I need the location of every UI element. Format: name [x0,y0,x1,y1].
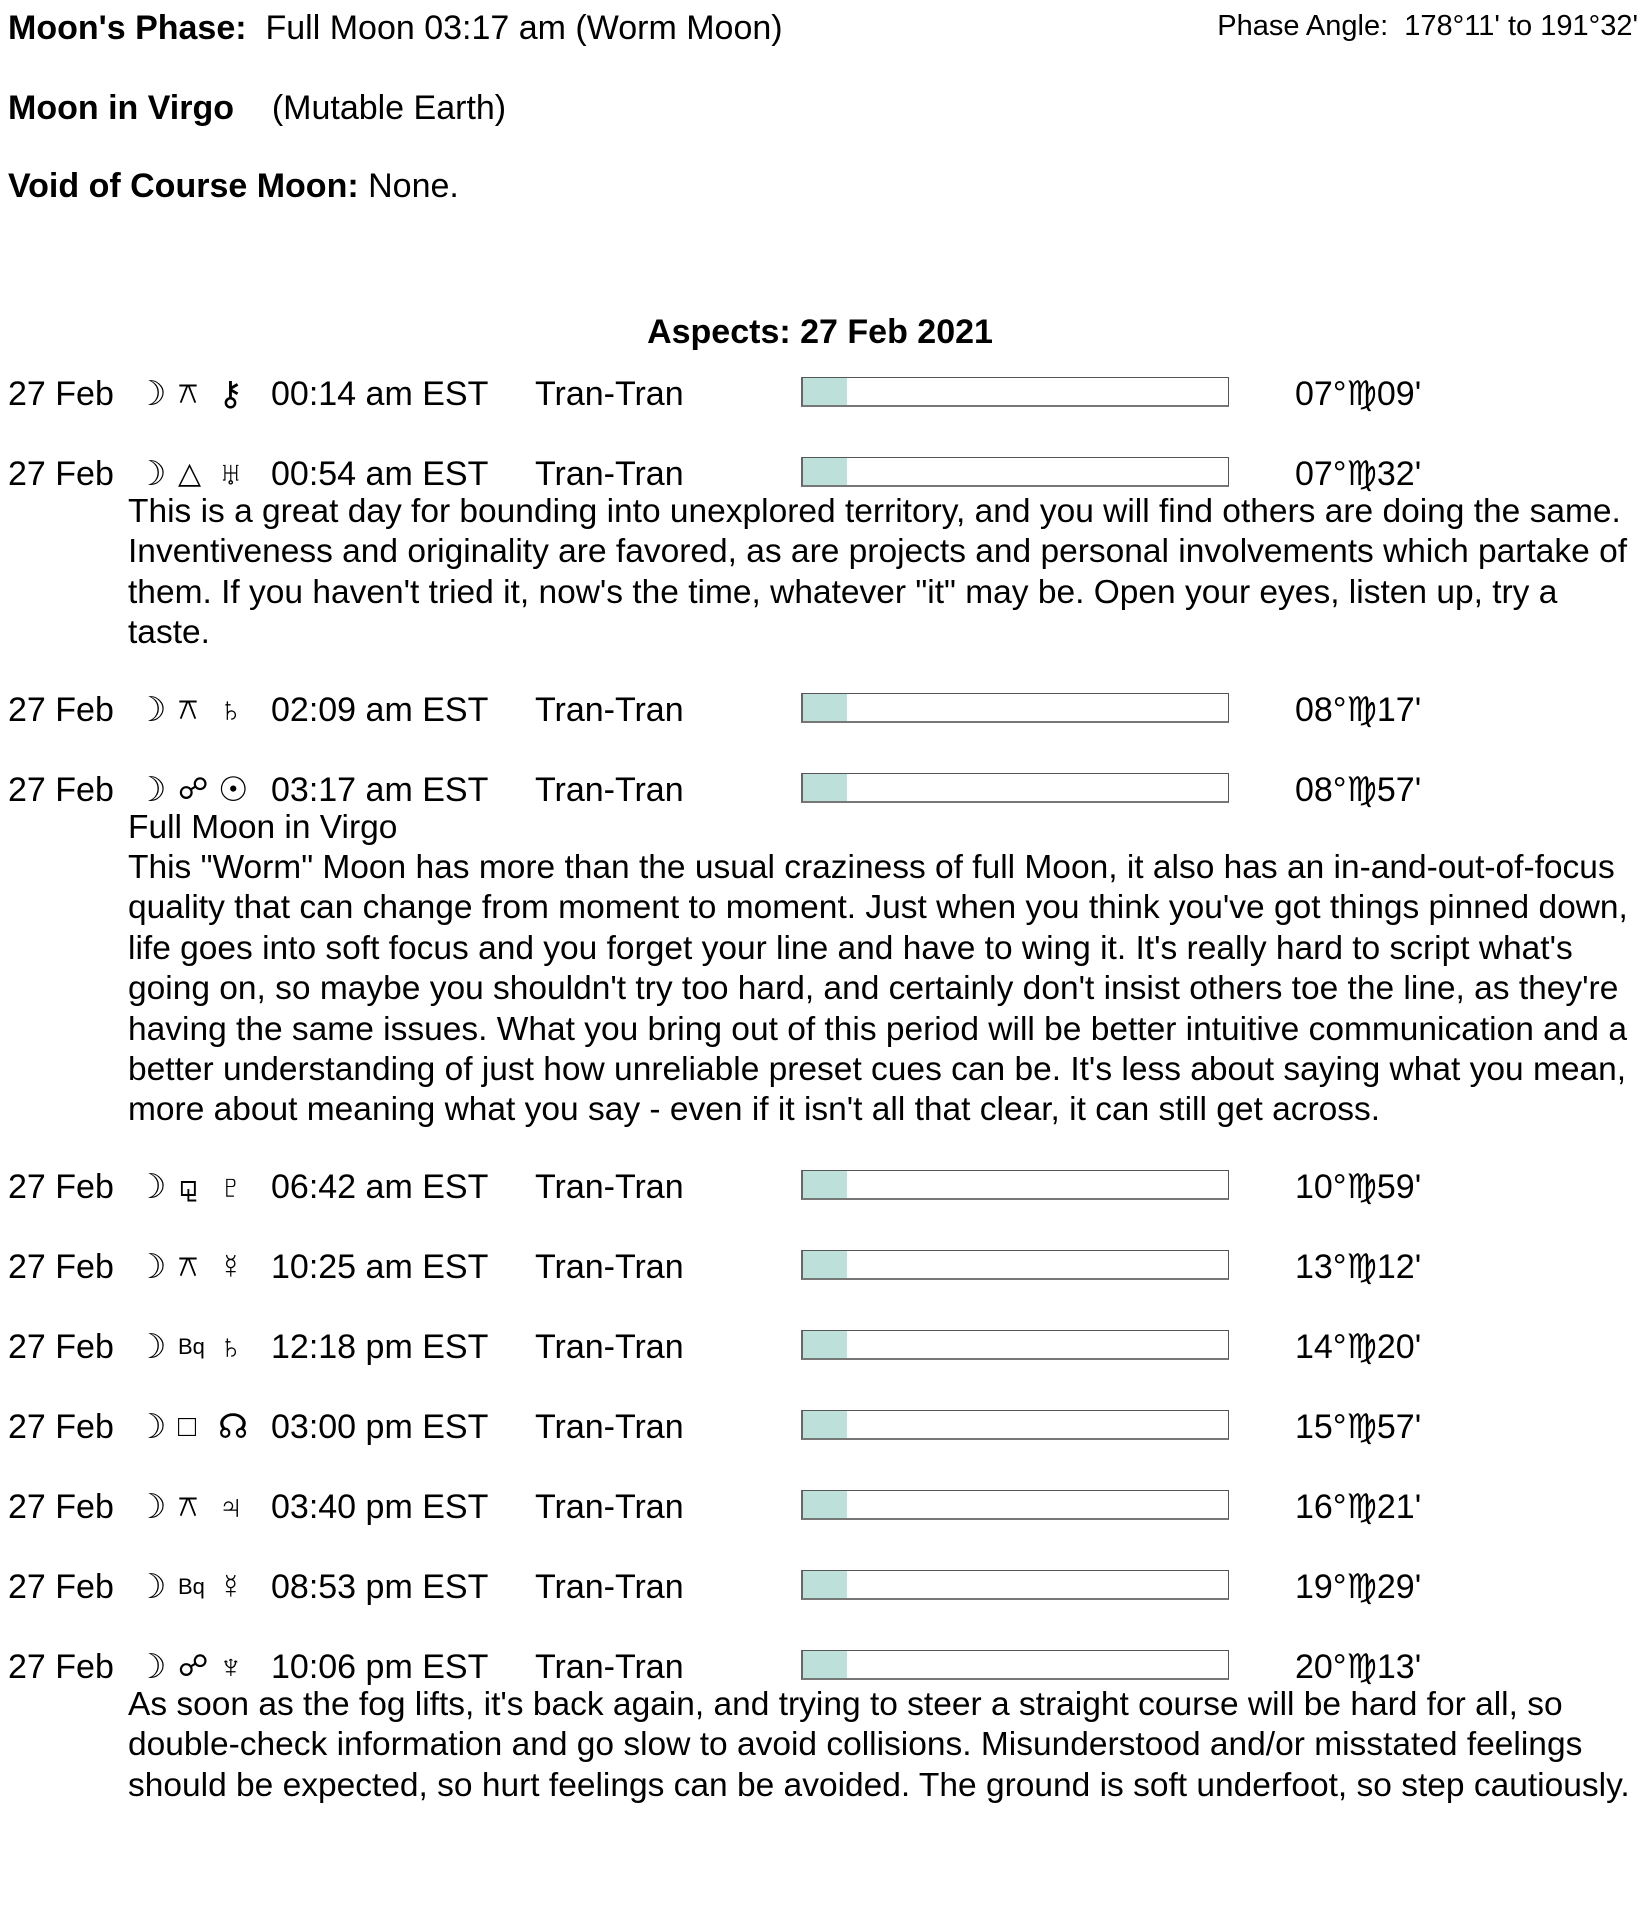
aspect-entry [0,1483,1646,1563]
aspect-glyph-icon: ⚻ [178,1249,198,1283]
aspect-type: Tran-Tran [535,455,684,493]
row-spacer [0,418,1646,450]
aspect-strength-bar [801,1250,1229,1280]
aspect-type: Tran-Tran [535,375,684,413]
aspect-time: 03:40 pm EST [271,1487,489,1526]
aspect-strength-bar [801,377,1229,407]
moon-glyph-icon: ☽ [136,455,167,493]
aspect-glyph-icon: Bq [178,1333,205,1359]
moon-glyph-icon: ☽ [136,1647,167,1686]
aspect-row [0,1163,1646,1211]
aspect-strength-fill [803,458,847,485]
aspect-row [0,450,1646,498]
moon-sign-element: (Mutable Earth) [271,89,507,127]
row-spacer [0,734,1646,766]
aspect-type: Tran-Tran [535,770,684,809]
aspect-date: 27 Feb [8,770,114,809]
aspect-entry [0,1323,1646,1403]
aspect-position: 10°♍59' [1295,1167,1422,1206]
moon-phase-value: Full Moon 03:17 am (Worm Moon) [265,9,783,47]
aspect-time: 00:54 am EST [271,455,489,493]
aspect-glyph-icon: ⚻ [178,692,198,726]
aspect-position: 16°♍21' [1295,1487,1422,1526]
moon-sign-line [8,88,506,128]
aspect-entry [0,1643,1646,1838]
aspect-date: 27 Feb [8,1487,114,1526]
aspect-time: 03:00 pm EST [271,1407,489,1446]
aspect-strength-bar [801,1170,1229,1200]
aspect-row [0,1563,1646,1611]
row-spacer [0,654,1646,686]
planet-glyph-icon: ☊ [218,1407,249,1446]
aspect-time: 10:25 am EST [271,1247,489,1286]
planet-glyph-icon: ♃ [218,1487,244,1526]
moon-glyph-icon: ☽ [136,1567,167,1606]
moon-glyph-icon: ☽ [136,1487,167,1526]
aspect-position: 13°♍12' [1295,1247,1422,1286]
aspect-entry [0,766,1646,1163]
aspect-strength-fill [803,1411,847,1438]
aspect-strength-fill [803,1251,847,1278]
aspect-time: 00:14 am EST [271,375,489,413]
phase-angle-value: 178°11' to 191°32' [1404,10,1638,42]
aspect-strength-bar [801,1650,1229,1680]
aspect-type: Tran-Tran [535,1487,684,1526]
description-paragraph: This is a great day for bounding into unexplored territory, and you will find others are doing the same. Inventiveness and originality are favored, as are projects and personal involvements which partake of them. If you haven't tried it, now's the time, whatever "it" may be. Open your eyes, listen up, try a taste. [128,493,1628,652]
aspect-type: Tran-Tran [535,1647,684,1686]
aspect-strength-bar [801,457,1229,487]
aspect-strength-bar [801,1570,1229,1600]
aspect-entry [0,1563,1646,1643]
moon-glyph-icon: ☽ [136,1327,167,1366]
row-spacer [0,1806,1646,1838]
moon-phase-label: Moon's Phase: [8,9,247,47]
description-paragraph: This "Worm" Moon has more than the usual craziness of full Moon, it also has an in-and-out-of-focus quality that can change from moment to moment. Just when you think you've got things pinned down, life goes into soft focus and you forget your line and have to wing it. It's really hard to script what's going on, so maybe you shouldn't try too hard, and certainly don't insist others toe the line, as they're having the same issues. What you bring out of this period will be better intuitive communication and a better understanding of just how unreliable preset cues can be. It's less about saying what you mean, more about meaning what you say - even if it isn't all that clear, it can still get across. [128,849,1628,1129]
moon-glyph-icon: ☽ [136,1247,167,1286]
moon-glyph-icon: ☽ [136,690,167,729]
aspect-time: 02:09 am EST [271,690,489,729]
moon-sign-label: Moon in Virgo [8,89,235,127]
aspect-strength-bar [801,1330,1229,1360]
aspect-glyph-icon: △ [178,457,202,490]
aspect-strength-bar [801,773,1229,803]
aspect-entry [0,686,1646,766]
aspect-position: 14°♍20' [1295,1327,1422,1366]
aspect-entry [0,450,1646,686]
row-spacer [0,1291,1646,1323]
aspect-date: 27 Feb [8,1567,114,1606]
aspect-glyph-icon: ☍ [178,1649,209,1683]
aspect-row [0,766,1646,814]
planet-glyph-icon: ♄ [218,690,244,729]
void-of-course-value: None. [368,167,459,205]
aspect-date: 27 Feb [8,1327,114,1366]
aspect-type: Tran-Tran [535,1407,684,1446]
void-of-course-label: Void of Course Moon: [8,167,359,205]
aspect-date: 27 Feb [8,690,114,729]
aspect-row [0,1483,1646,1531]
aspect-strength-fill [803,1331,847,1358]
aspect-list [0,370,1646,1838]
aspect-row [0,370,1646,418]
aspect-strength-fill [803,378,847,405]
aspect-strength-fill [803,1491,847,1518]
aspect-strength-bar [801,693,1229,723]
aspect-time: 03:17 am EST [271,770,489,809]
row-spacer [0,1371,1646,1403]
aspect-time: 06:42 am EST [271,1167,489,1206]
aspect-type: Tran-Tran [535,690,684,729]
aspect-position: 07°♍32' [1295,455,1422,493]
aspect-row [0,1243,1646,1291]
planet-glyph-icon: ☉ [218,770,249,809]
aspect-glyph-icon: □ [178,1409,197,1443]
aspect-glyph-icon: ⚻ [178,1489,198,1523]
row-spacer [0,1211,1646,1243]
aspect-row [0,1403,1646,1451]
moon-phase-line [8,8,783,48]
phase-angle-label: Phase Angle: [1217,10,1389,42]
aspect-entry [0,1243,1646,1323]
aspect-entry [0,1163,1646,1243]
planet-glyph-icon: ♇ [218,1167,244,1206]
aspect-position: 15°♍57' [1295,1407,1422,1446]
aspect-date: 27 Feb [8,1167,114,1206]
moon-glyph-icon: ☽ [136,1407,167,1446]
aspect-strength-bar [801,1490,1229,1520]
aspect-position: 20°♍13' [1295,1647,1422,1686]
phase-angle [1217,8,1638,44]
moon-glyph-icon: ☽ [136,770,167,809]
planet-glyph-icon: ♅ [218,455,244,493]
aspect-date: 27 Feb [8,455,114,493]
aspect-time: 08:53 pm EST [271,1567,489,1606]
description-paragraph: Full Moon in Virgo [128,808,398,846]
aspect-description [128,1685,1638,1806]
planet-glyph-icon: ☿ [218,1567,244,1606]
planet-glyph-icon: ♆ [218,1647,244,1686]
planet-glyph-icon: ☿ [218,1247,244,1286]
aspect-type: Tran-Tran [535,1327,684,1366]
aspect-row [0,1643,1646,1691]
aspect-description [128,808,1638,1131]
aspect-date: 27 Feb [8,1247,114,1286]
row-spacer [0,1451,1646,1483]
aspect-entry [0,1403,1646,1483]
aspect-date: 27 Feb [8,1407,114,1446]
aspect-type: Tran-Tran [535,1247,684,1286]
aspect-description [128,492,1638,654]
aspect-strength-bar [801,1410,1229,1440]
aspect-strength-fill [803,1171,847,1198]
void-of-course-line [8,166,459,206]
aspect-entry [0,370,1646,450]
planet-glyph-icon: ♄ [218,1327,244,1366]
aspect-glyph-icon: ☍ [178,772,209,806]
description-paragraph: As soon as the fog lifts, it's back again, and trying to steer a straight course will be hard for all, so double-check information and go slow to avoid collisions. Misunderstood and/or misstated feelings should be expected, so hurt feelings can be avoided. The ground is soft underfoot, so step cautiously. [128,1685,1630,1804]
row-spacer [0,1611,1646,1643]
aspects-title: Aspects: 27 Feb 2021 [647,313,993,351]
aspect-time: 12:18 pm EST [271,1327,489,1366]
aspect-position: 08°♍57' [1295,770,1422,809]
aspect-strength-fill [803,694,847,721]
moon-glyph-icon: ☽ [136,375,167,413]
aspect-strength-fill [803,1571,847,1598]
aspect-position: 08°♍17' [1295,690,1422,729]
aspect-glyph-icon: ⚻ [178,377,198,410]
moon-glyph-icon: ☽ [136,1167,167,1206]
aspect-date: 27 Feb [8,1647,114,1686]
aspect-strength-fill [803,1651,847,1678]
aspect-row [0,686,1646,734]
aspect-type: Tran-Tran [535,1567,684,1606]
aspect-time: 10:06 pm EST [271,1647,489,1686]
row-spacer [0,1131,1646,1163]
aspect-position: 19°♍29' [1295,1567,1422,1606]
planet-glyph-icon: ⚷ [218,375,243,413]
aspect-glyph-icon: ⚼ [178,1169,199,1203]
aspect-position: 07°♍09' [1295,375,1422,413]
aspect-glyph-icon: Bq [178,1573,205,1599]
aspect-type: Tran-Tran [535,1167,684,1206]
aspect-date: 27 Feb [8,375,114,413]
aspect-strength-fill [803,774,847,801]
aspect-row [0,1323,1646,1371]
row-spacer [0,1531,1646,1563]
